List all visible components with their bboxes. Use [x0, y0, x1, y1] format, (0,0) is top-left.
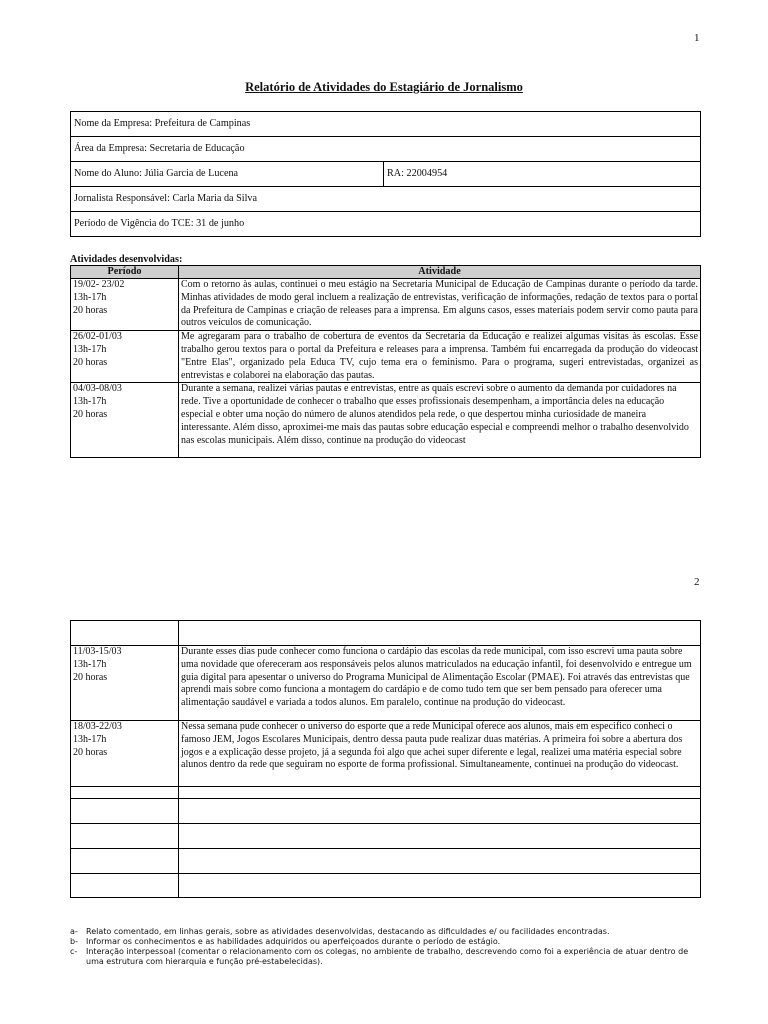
empty-cell	[71, 799, 179, 824]
row-activity: Durante a semana, realizei várias pautas e entrevistas, entre as quais escrevi sobre o aumento da demanda por cuidadores na rede. Tive a oportunidade de conhecer o trabalho que esses profissionais desempenham, a importância deles na educação especial e obter uma noção do número de alunos atendidos pela rede, o que despertou minha curiosidade de maneira interessante. Além disso, aproximei-me mais das pautas sobre educação especial e compreendi melhor o trabalho desenvolvido nas escolas municipais. Além disso, continue na produção do videocast	[179, 383, 701, 458]
footnote-key: b-	[70, 937, 78, 946]
footnote-text: Informar os conhecimentos e as habilidades adquiridos ou aperfeiçoados durante o período de estágio.	[86, 937, 501, 946]
activity-header: Atividade	[179, 266, 701, 279]
footnote-key: c-	[70, 947, 78, 956]
empty-cell	[179, 874, 701, 898]
table-row	[71, 331, 701, 383]
footnotes	[70, 927, 700, 967]
empty-cell	[71, 849, 179, 874]
table-row	[71, 646, 701, 721]
empty-cell	[71, 824, 179, 849]
activities-table-page2	[70, 620, 701, 898]
company-name: Nome da Empresa: Prefeitura de Campinas	[71, 112, 701, 137]
row-activity: Nessa semana pude conhecer o universo do esporte que a rede Municipal oferece aos alunos, mais em especifico conheci o famoso JEM, Jogos Escolares Municipais, dentro dessa pauta pude realizar duas matérias. A primeira foi sobre a abertura dos jogos e a explicação desse projeto, já a segunda foi algo que achei super diferente e legal, realizei uma matéria especial sobre alunos dentro da rede que seguiram no esporte de forma profissional. Simultaneamente, continuei na produção do videocast.	[179, 720, 701, 786]
empty-cell	[179, 824, 701, 849]
activities-table-page1	[70, 265, 701, 458]
footnote-text: Relato comentado, em linhas gerais, sobre as atividades desenvolvidas, destacando as dificuldades e/ ou facilidades encontradas.	[86, 927, 610, 936]
row-period: 04/03-08/03 13h-17h 20 horas	[71, 383, 179, 458]
empty-cell	[179, 787, 701, 799]
empty-cell	[179, 849, 701, 874]
empty-cell	[71, 787, 179, 799]
row-period: 18/03-22/03 13h-17h 20 horas	[71, 720, 179, 786]
row-activity: Durante esses dias pude conhecer como funciona o cardápio das escolas da rede municipal, com isso escrevi uma pauta sobre uma novidade que ofereceram aos responsáveis pelos alunos matriculados na educação infantil, foi desenvolvido e entregue um guia digital para apesentar o universo do Programa Municipal de Alimentação Escolar (PMAE). Foi através das entrevistas que aprendi mais sobre como funciona a montagem do cardápio e de como tudo tem que ser bem pensado para oferecer uma alimentação saudável e variada a todos alunos. Em paralelo, continue na produção do videocast.	[179, 646, 701, 721]
empty-cell	[179, 799, 701, 824]
row-activity: Com o retorno às aulas, continuei o meu estágio na Secretaria Municipal de Educação de Campinas durante o período da tarde. Minhas atividades de modo geral incluem a realização de entrevistas, verificação de informações, redação de textos para o portal da Prefeitura de Campinas e criação de releases para a imprensa. Em alguns casos, esses materiais podem servir como pauta para outros veículos de comunicação.	[179, 279, 701, 331]
footnote-b	[70, 937, 700, 947]
document-title: Relatório de Atividades do Estagiário de Jornalismo	[245, 80, 523, 94]
period-header: Período	[71, 266, 179, 279]
footnote-key: a-	[70, 927, 78, 936]
page-number-1: 1	[694, 32, 700, 44]
responsible-journalist: Jornalista Responsável: Carla Maria da Silva	[71, 187, 701, 212]
page-number-2: 2	[694, 576, 700, 588]
company-area: Área da Empresa: Secretaria de Educação	[71, 137, 701, 162]
table-row	[71, 383, 701, 458]
info-table	[70, 111, 701, 237]
footnote-text: Interação interpessoal (comentar o relacionamento com os colegas, no ambiente de trabalho, descrevendo como foi a experiência de atuar dentro de uma estrutura com hierarquia e função pré-estabelecidas).	[86, 947, 689, 966]
row-period: 26/02-01/03 13h-17h 20 horas	[71, 331, 179, 383]
student-name: Nome do Aluno: Júlia Garcia de Lucena	[71, 162, 384, 187]
row-activity: Me agregaram para o trabalho de cobertura de eventos da Secretaria da Educação e realizei algumas visitas às escolas. Esse trabalho gerou textos para o portal da Prefeitura e releases para a imprensa. Também fui encarregada da produção do videocast "Entre Elas", organizado pela Educa TV, cujo tema era o feminismo. Para o programa, sugeri entrevistadas, organizei as entrevistas e colaborei na elaboração das pautas.	[179, 331, 701, 383]
empty-cell	[71, 874, 179, 898]
tce-period: Período de Vigência do TCE: 31 de junho	[71, 212, 701, 237]
empty-cell	[71, 621, 179, 646]
activities-heading: Atividades desenvolvidas:	[70, 254, 183, 265]
row-period: 11/03-15/03 13h-17h 20 horas	[71, 646, 179, 721]
row-period: 19/02- 23/02 13h-17h 20 horas	[71, 279, 179, 331]
table-row	[71, 279, 701, 331]
footnote-a	[70, 927, 700, 937]
footnote-c	[70, 947, 700, 967]
empty-cell	[179, 621, 701, 646]
table-row	[71, 720, 701, 786]
student-ra: RA: 22004954	[384, 162, 701, 187]
